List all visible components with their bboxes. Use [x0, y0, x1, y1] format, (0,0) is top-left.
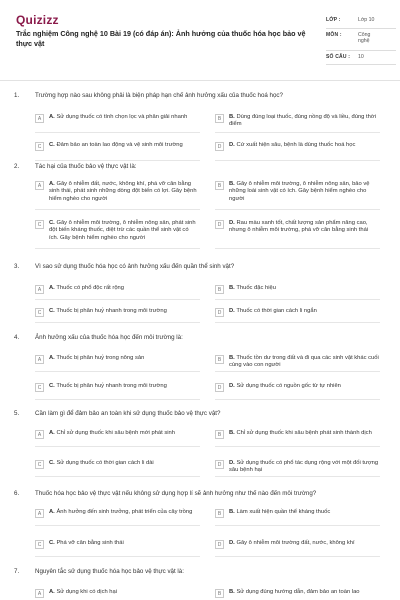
option-text: [229, 308, 379, 315]
answer-option-d[interactable]: [215, 220, 379, 235]
option-letter: D.: [229, 308, 235, 314]
meta-count: [326, 51, 396, 66]
option-checkbox[interactable]: A: [35, 589, 44, 598]
option-underline: [35, 299, 200, 300]
option-text: [229, 355, 379, 370]
meta-count-label: SỐ CÂU :: [326, 53, 351, 60]
option-checkbox[interactable]: A: [35, 181, 44, 190]
option-underline: [35, 160, 200, 161]
question-number: 5.: [14, 410, 20, 417]
meta-grade-value: Lớp 10: [358, 17, 375, 23]
option-underline: [35, 132, 200, 133]
answer-option-c[interactable]: [35, 383, 199, 392]
option-underline: [35, 322, 200, 323]
option-checkbox[interactable]: C: [35, 383, 44, 392]
option-text: [49, 460, 199, 467]
option-letter: A.: [49, 509, 55, 515]
option-body: Gây ô nhiễm môi trường đất, nước, không khí: [236, 540, 355, 546]
option-body: Sử dụng đúng hướng dẫn, đảm bảo an toàn lao: [236, 589, 360, 595]
option-letter: C.: [49, 383, 55, 389]
option-letter: A.: [49, 285, 55, 291]
option-checkbox[interactable]: B: [215, 181, 224, 190]
header-divider: [0, 80, 400, 81]
question-number: 3.: [14, 263, 20, 270]
answer-option-d[interactable]: [215, 460, 379, 475]
answer-option-a[interactable]: [35, 589, 199, 598]
option-checkbox[interactable]: C: [35, 308, 44, 317]
question-text: Cần làm gì để đảm bảo an toàn khi sử dụng thuốc bảo vệ thực vật?: [35, 410, 221, 417]
option-checkbox[interactable]: C: [35, 540, 44, 549]
worksheet-header: [0, 0, 400, 76]
option-body: Thuốc tồn dư trong đất và đi qua các sinh vật khác cuối cùng vào con người: [229, 355, 379, 369]
option-underline: [35, 556, 200, 557]
option-checkbox[interactable]: B: [215, 114, 224, 123]
option-checkbox[interactable]: C: [35, 460, 44, 469]
option-checkbox[interactable]: B: [215, 430, 224, 439]
page-title: Trắc nghiệm Công nghệ 10 Bài 19 (có đáp án): Ảnh hưởng của thuốc hóa học bảo vệ thực vật: [16, 29, 306, 48]
option-checkbox[interactable]: A: [35, 355, 44, 364]
option-letter: C.: [49, 460, 55, 466]
option-letter: D.: [229, 220, 235, 226]
option-letter: B.: [229, 589, 235, 595]
option-body: Chỉ sử dụng thuốc khi sâu bệnh mới phát sinh: [56, 430, 175, 436]
option-body: Gây ô nhiễm đất, nước, không khí, phá vỡ cân bằng sinh thái, phát sinh những dòng đột biến có lợi. Gây bệnh hiểm nghèo cho người: [49, 181, 197, 202]
question-number: 4.: [14, 334, 20, 341]
option-body: Chỉ sử dụng thuốc khi sâu bệnh phát sinh thành dịch: [236, 430, 372, 436]
option-text: [49, 355, 199, 362]
option-letter: D.: [229, 383, 235, 389]
option-underline: [215, 209, 380, 210]
option-letter: C.: [49, 308, 55, 314]
option-body: Thuốc đặc hiệu: [236, 285, 276, 291]
answer-option-c[interactable]: [35, 460, 199, 469]
option-text: [49, 509, 199, 516]
option-underline: [215, 132, 380, 133]
answer-option-d[interactable]: [215, 540, 379, 549]
option-text: [229, 460, 379, 475]
answer-option-b[interactable]: [215, 509, 379, 518]
option-checkbox[interactable]: A: [35, 509, 44, 518]
option-checkbox[interactable]: B: [215, 285, 224, 294]
option-body: Gây ô nhiễm môi trường, ô nhiễm nông sản, phát sinh đột biến kháng thuốc, diệt trừ các quần thể sinh vật có ích. Gây bệnh hiểm nghèo cho người: [49, 220, 196, 241]
option-checkbox[interactable]: B: [215, 355, 224, 364]
option-body: Sử dụng thuốc có phổ tác dụng rộng với một đối tượng sâu bệnh hại: [229, 460, 379, 474]
answer-option-d[interactable]: [215, 383, 379, 392]
answer-option-c[interactable]: [35, 540, 199, 549]
option-body: Cứ xuất hiện sâu, bệnh là dùng thuốc hoá học: [236, 142, 356, 148]
answer-option-b[interactable]: [215, 114, 379, 129]
option-underline: [215, 322, 380, 323]
answer-option-a[interactable]: [35, 181, 199, 203]
meta-count-value: 10: [358, 53, 364, 60]
option-checkbox[interactable]: D: [215, 383, 224, 392]
meta-panel: [326, 14, 396, 65]
option-body: Dùng đúng loại thuốc, đúng nồng độ và liều, đúng thời điểm: [229, 114, 376, 128]
option-letter: A.: [49, 355, 55, 361]
option-text: [49, 114, 199, 121]
option-letter: C.: [49, 142, 55, 148]
option-text: [229, 142, 379, 149]
meta-grade-label: LỚP :: [326, 17, 341, 23]
option-body: Ảnh hưởng đến sinh trưởng, phát triển của cây trồng: [56, 509, 193, 515]
option-body: Thuốc bị phân huỷ nhanh trong môi trường: [56, 308, 167, 314]
question-text: Ảnh hưởng xấu của thuốc hóa học đến môi trường là:: [35, 334, 183, 341]
option-underline: [35, 399, 200, 400]
quizizz-logo[interactable]: Quizizz: [16, 13, 59, 27]
question-number: 6.: [14, 490, 20, 497]
option-body: Gây ô nhiễm môi trường, ô nhiễm nông sản, bảo vệ những loài sinh vật có ích. Gây bệnh hiểm nghèo cho người: [229, 181, 370, 202]
question-text: Thuốc hóa học bảo vệ thực vật nếu không sử dụng hợp lí sẽ ảnh hưởng như thế nào đến môi trường?: [35, 490, 317, 497]
answer-option-a[interactable]: [35, 114, 199, 123]
answer-option-b[interactable]: [215, 285, 379, 294]
option-letter: B.: [229, 355, 235, 361]
answer-option-c[interactable]: [35, 142, 199, 151]
option-text: [229, 285, 379, 292]
option-checkbox[interactable]: D: [215, 540, 224, 549]
option-text: [49, 589, 199, 596]
question-text: Vì sao sử dụng thuốc hóa học có ảnh hưởng xấu đến quần thể sinh vật?: [35, 263, 235, 270]
option-underline: [215, 160, 380, 161]
answer-option-a[interactable]: [35, 285, 199, 294]
option-checkbox[interactable]: A: [35, 430, 44, 439]
question-text: Nguyên tắc sử dụng thuốc hóa học bảo vệ thực vật là:: [35, 568, 184, 575]
question-text: Tác hại của thuốc bảo vệ thực vật là:: [35, 163, 137, 170]
option-underline: [35, 476, 200, 477]
option-body: Sử dụng thuốc có nguồn gốc từ tự nhiên: [236, 383, 341, 389]
option-body: Đảm bảo an toàn lao động và vệ sinh môi trường: [56, 142, 183, 148]
option-letter: B.: [229, 430, 235, 436]
option-text: [49, 383, 199, 390]
option-letter: D.: [229, 142, 235, 148]
answer-option-d[interactable]: [215, 308, 379, 317]
option-body: Làm xuất hiện quần thể kháng thuốc: [236, 509, 331, 515]
meta-subject: [326, 29, 396, 51]
option-text: [229, 220, 379, 235]
option-letter: A.: [49, 589, 55, 595]
option-underline: [215, 248, 380, 249]
option-letter: C.: [49, 540, 55, 546]
option-text: [229, 430, 379, 437]
option-checkbox[interactable]: C: [35, 220, 44, 229]
question-number: 7.: [14, 568, 20, 575]
option-text: [49, 308, 199, 315]
option-body: Sử dụng thuốc có tính chọn lọc và phân giải nhanh: [56, 114, 188, 120]
option-body: Thuốc bị phân huỷ nhanh trong môi trường: [56, 383, 167, 389]
option-body: Thuốc bị phân huỷ trong nông sản: [56, 355, 145, 361]
answer-option-b[interactable]: [215, 589, 379, 598]
option-text: [229, 383, 379, 390]
option-underline: [215, 525, 380, 526]
option-letter: A.: [49, 430, 55, 436]
option-letter: A.: [49, 114, 55, 120]
option-letter: B.: [229, 509, 235, 515]
answer-option-b[interactable]: [215, 355, 379, 370]
option-checkbox[interactable]: D: [215, 460, 224, 469]
option-body: Thuốc có thời gian cách li ngắn: [236, 308, 317, 314]
option-letter: D.: [229, 460, 235, 466]
option-text: [49, 142, 199, 149]
option-underline: [35, 525, 200, 526]
option-checkbox[interactable]: A: [35, 285, 44, 294]
option-text: [49, 285, 199, 292]
option-underline: [215, 556, 380, 557]
answer-option-a[interactable]: [35, 509, 199, 518]
option-underline: [215, 371, 380, 372]
option-body: Sử dụng thuốc có thời gian cách li dài: [56, 460, 154, 466]
option-checkbox[interactable]: D: [215, 220, 224, 229]
option-underline: [35, 446, 200, 447]
option-body: Sử dụng khi có dịch hại: [56, 589, 118, 595]
option-body: Thuốc có phổ độc rất rộng: [56, 285, 124, 291]
option-body: Phá vỡ cân bằng sinh thái: [56, 540, 124, 546]
option-body: Rau màu xanh tốt, chất lượng sản phẩm nâng cao, nhưng ô nhiễm môi trường, phá vỡ cân bằng sinh thái: [229, 220, 369, 234]
answer-option-a[interactable]: [35, 355, 199, 364]
option-text: [229, 114, 379, 129]
answer-option-d[interactable]: [215, 142, 379, 151]
option-checkbox[interactable]: D: [215, 308, 224, 317]
answer-option-a[interactable]: [35, 430, 199, 439]
option-letter: A.: [49, 181, 55, 187]
option-letter: B.: [229, 181, 235, 187]
question-text: Trường hợp nào sau không phải là biện pháp hạn chế ảnh hưởng xấu của thuốc hoá học?: [35, 92, 283, 99]
option-letter: D.: [229, 540, 235, 546]
option-checkbox[interactable]: A: [35, 114, 44, 123]
option-letter: B.: [229, 285, 235, 291]
option-checkbox[interactable]: B: [215, 589, 224, 598]
question-number: 1.: [14, 92, 20, 99]
meta-subject-value: Công nghệ: [358, 31, 371, 44]
option-checkbox[interactable]: C: [35, 142, 44, 151]
option-underline: [215, 399, 380, 400]
meta-grade: [326, 14, 396, 29]
option-text: [49, 540, 199, 547]
question-number: 2.: [14, 163, 20, 170]
option-text: [229, 589, 379, 596]
answer-option-b[interactable]: [215, 430, 379, 439]
meta-subject-label: MÔN :: [326, 31, 342, 38]
option-letter: B.: [229, 114, 235, 120]
option-text: [49, 181, 199, 203]
option-text: [49, 430, 199, 437]
option-text: [49, 220, 199, 242]
option-text: [229, 540, 379, 547]
option-letter: C.: [49, 220, 55, 226]
option-checkbox[interactable]: D: [215, 142, 224, 151]
answer-option-c[interactable]: [35, 308, 199, 317]
option-text: [229, 509, 379, 516]
option-underline: [215, 299, 380, 300]
answer-option-b[interactable]: [215, 181, 379, 203]
option-underline: [215, 476, 380, 477]
option-underline: [35, 371, 200, 372]
answer-option-c[interactable]: [35, 220, 199, 242]
option-underline: [35, 248, 200, 249]
option-underline: [215, 446, 380, 447]
option-text: [229, 181, 379, 203]
option-underline: [35, 209, 200, 210]
option-checkbox[interactable]: B: [215, 509, 224, 518]
